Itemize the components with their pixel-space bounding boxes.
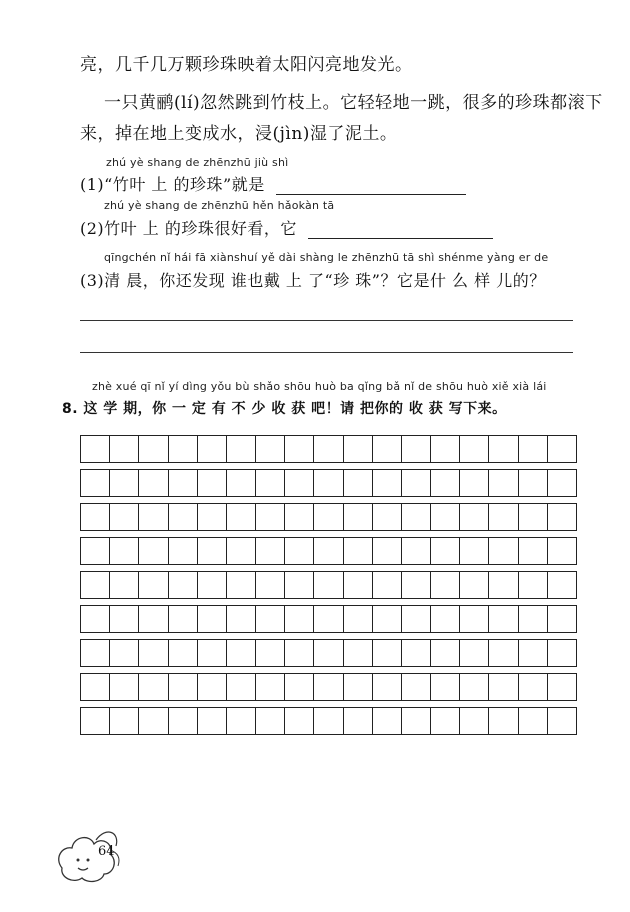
grid-cell[interactable] bbox=[548, 708, 576, 734]
grid-cell[interactable] bbox=[548, 504, 576, 530]
grid-cell[interactable] bbox=[198, 606, 227, 632]
passage-line-1: 亮，几千几万颗珍珠映着太阳闪亮地发光。 bbox=[80, 55, 413, 75]
answer-blank-2[interactable] bbox=[308, 224, 493, 239]
grid-cell[interactable] bbox=[489, 708, 518, 734]
grid-cell[interactable] bbox=[198, 470, 227, 496]
grid-cell[interactable] bbox=[256, 674, 285, 700]
grid-cell[interactable] bbox=[373, 470, 402, 496]
grid-cell[interactable] bbox=[256, 470, 285, 496]
grid-cell[interactable] bbox=[139, 470, 168, 496]
grid-cell[interactable] bbox=[344, 640, 373, 666]
grid-row bbox=[80, 673, 577, 701]
grid-cell[interactable] bbox=[519, 640, 548, 666]
grid-cell[interactable] bbox=[314, 640, 343, 666]
question-1 bbox=[80, 172, 466, 195]
grid-cell[interactable] bbox=[373, 640, 402, 666]
grid-cell[interactable] bbox=[460, 504, 489, 530]
answer-blank-1[interactable] bbox=[276, 180, 466, 195]
grid-cell[interactable] bbox=[314, 436, 343, 462]
grid-cell[interactable] bbox=[431, 708, 460, 734]
grid-cell[interactable] bbox=[373, 572, 402, 598]
grid-cell[interactable] bbox=[227, 504, 256, 530]
grid-cell[interactable] bbox=[198, 538, 227, 564]
grid-cell[interactable] bbox=[402, 708, 431, 734]
grid-cell[interactable] bbox=[344, 436, 373, 462]
grid-cell[interactable] bbox=[139, 674, 168, 700]
grid-cell[interactable] bbox=[373, 708, 402, 734]
grid-cell[interactable] bbox=[460, 436, 489, 462]
grid-cell[interactable] bbox=[519, 572, 548, 598]
grid-cell[interactable] bbox=[81, 640, 110, 666]
grid-cell[interactable] bbox=[402, 640, 431, 666]
grid-cell[interactable] bbox=[110, 708, 139, 734]
grid-cell[interactable] bbox=[314, 572, 343, 598]
grid-cell[interactable] bbox=[110, 606, 139, 632]
question-2-pinyin: zhú yè shang de zhēnzhū hěn hǎokàn tā bbox=[104, 199, 335, 212]
grid-cell[interactable] bbox=[110, 436, 139, 462]
grid-cell[interactable] bbox=[460, 640, 489, 666]
grid-cell[interactable] bbox=[314, 606, 343, 632]
grid-cell[interactable] bbox=[81, 708, 110, 734]
grid-cell[interactable] bbox=[460, 708, 489, 734]
grid-cell[interactable] bbox=[489, 436, 518, 462]
grid-cell[interactable] bbox=[227, 572, 256, 598]
grid-cell[interactable] bbox=[169, 470, 198, 496]
grid-cell[interactable] bbox=[256, 572, 285, 598]
grid-cell[interactable] bbox=[285, 674, 314, 700]
grid-cell[interactable] bbox=[285, 504, 314, 530]
grid-row bbox=[80, 469, 577, 497]
grid-cell[interactable] bbox=[285, 538, 314, 564]
grid-cell[interactable] bbox=[198, 708, 227, 734]
grid-cell[interactable] bbox=[344, 674, 373, 700]
grid-cell[interactable] bbox=[373, 606, 402, 632]
grid-cell[interactable] bbox=[431, 674, 460, 700]
grid-cell[interactable] bbox=[139, 538, 168, 564]
grid-cell[interactable] bbox=[169, 640, 198, 666]
grid-cell[interactable] bbox=[227, 436, 256, 462]
grid-cell[interactable] bbox=[285, 572, 314, 598]
grid-cell[interactable] bbox=[344, 606, 373, 632]
grid-cell[interactable] bbox=[489, 538, 518, 564]
passage-line-2: 一只黄鹂(lí)忽然跳到竹枝上。它轻轻地一跳，很多的珍珠都滚下 bbox=[104, 93, 603, 113]
grid-cell[interactable] bbox=[139, 606, 168, 632]
grid-cell[interactable] bbox=[227, 674, 256, 700]
grid-cell[interactable] bbox=[139, 504, 168, 530]
grid-cell[interactable] bbox=[548, 606, 576, 632]
grid-cell[interactable] bbox=[110, 640, 139, 666]
grid-cell[interactable] bbox=[344, 470, 373, 496]
grid-cell[interactable] bbox=[169, 606, 198, 632]
grid-cell[interactable] bbox=[81, 606, 110, 632]
grid-cell[interactable] bbox=[81, 436, 110, 462]
grid-cell[interactable] bbox=[402, 674, 431, 700]
grid-cell[interactable] bbox=[314, 538, 343, 564]
section-8-pinyin: zhè xué qī nǐ yí dìng yǒu bù shǎo shōu huò ba qǐng bǎ nǐ de shōu huò xiě xià lái bbox=[92, 380, 547, 393]
grid-cell[interactable] bbox=[519, 674, 548, 700]
answer-line-3a[interactable] bbox=[80, 320, 573, 321]
question-1-text: (1)“竹叶 上 的珍珠”就是 bbox=[80, 175, 265, 194]
grid-cell[interactable] bbox=[81, 538, 110, 564]
grid-cell[interactable] bbox=[139, 640, 168, 666]
grid-cell[interactable] bbox=[431, 504, 460, 530]
grid-cell[interactable] bbox=[460, 674, 489, 700]
grid-cell[interactable] bbox=[285, 708, 314, 734]
grid-cell[interactable] bbox=[110, 470, 139, 496]
grid-cell[interactable] bbox=[548, 538, 576, 564]
grid-cell[interactable] bbox=[489, 606, 518, 632]
grid-cell[interactable] bbox=[169, 674, 198, 700]
grid-cell[interactable] bbox=[227, 538, 256, 564]
grid-cell[interactable] bbox=[548, 640, 576, 666]
grid-cell[interactable] bbox=[402, 606, 431, 632]
grid-cell[interactable] bbox=[489, 640, 518, 666]
grid-cell[interactable] bbox=[373, 436, 402, 462]
grid-cell[interactable] bbox=[110, 674, 139, 700]
grid-row bbox=[80, 571, 577, 599]
grid-cell[interactable] bbox=[256, 504, 285, 530]
grid-row bbox=[80, 503, 577, 531]
grid-cell[interactable] bbox=[227, 470, 256, 496]
grid-cell[interactable] bbox=[314, 674, 343, 700]
grid-cell[interactable] bbox=[344, 572, 373, 598]
grid-cell[interactable] bbox=[431, 572, 460, 598]
grid-cell[interactable] bbox=[110, 504, 139, 530]
grid-cell[interactable] bbox=[139, 572, 168, 598]
grid-cell[interactable] bbox=[402, 572, 431, 598]
grid-cell[interactable] bbox=[227, 606, 256, 632]
grid-cell[interactable] bbox=[548, 470, 576, 496]
grid-cell[interactable] bbox=[548, 436, 576, 462]
grid-cell[interactable] bbox=[169, 538, 198, 564]
grid-cell[interactable] bbox=[431, 470, 460, 496]
question-2-text: (2)竹叶 上 的珍珠很好看，它 bbox=[80, 219, 297, 238]
grid-cell[interactable] bbox=[256, 538, 285, 564]
grid-cell[interactable] bbox=[489, 470, 518, 496]
grid-cell[interactable] bbox=[81, 674, 110, 700]
grid-cell[interactable] bbox=[519, 470, 548, 496]
grid-cell[interactable] bbox=[169, 708, 198, 734]
grid-row bbox=[80, 707, 577, 735]
grid-cell[interactable] bbox=[373, 674, 402, 700]
question-3-text: (3)清 晨，你还发现 谁也戴 上 了“珍 珠”？它是什 么 样 儿的？ bbox=[80, 271, 546, 290]
grid-cell[interactable] bbox=[548, 674, 576, 700]
grid-cell[interactable] bbox=[431, 436, 460, 462]
page-number: 64 bbox=[98, 844, 115, 859]
grid-cell[interactable] bbox=[402, 504, 431, 530]
grid-cell[interactable] bbox=[431, 538, 460, 564]
grid-row bbox=[80, 537, 577, 565]
grid-cell[interactable] bbox=[460, 572, 489, 598]
grid-cell[interactable] bbox=[519, 504, 548, 530]
grid-cell[interactable] bbox=[256, 606, 285, 632]
grid-cell[interactable] bbox=[169, 572, 198, 598]
sheep-mascot-icon bbox=[52, 822, 127, 892]
question-2 bbox=[80, 216, 493, 239]
grid-cell[interactable] bbox=[431, 640, 460, 666]
grid-cell[interactable] bbox=[519, 538, 548, 564]
page-number-decoration bbox=[52, 822, 127, 892]
grid-cell[interactable] bbox=[81, 470, 110, 496]
grid-cell[interactable] bbox=[169, 436, 198, 462]
grid-cell[interactable] bbox=[110, 538, 139, 564]
grid-cell[interactable] bbox=[373, 504, 402, 530]
grid-cell[interactable] bbox=[198, 504, 227, 530]
grid-cell[interactable] bbox=[344, 504, 373, 530]
grid-cell[interactable] bbox=[285, 436, 314, 462]
grid-row bbox=[80, 605, 577, 633]
grid-cell[interactable] bbox=[460, 470, 489, 496]
grid-cell[interactable] bbox=[460, 606, 489, 632]
grid-cell[interactable] bbox=[314, 708, 343, 734]
grid-cell[interactable] bbox=[548, 572, 576, 598]
grid-cell[interactable] bbox=[285, 470, 314, 496]
grid-cell[interactable] bbox=[344, 538, 373, 564]
grid-cell[interactable] bbox=[81, 504, 110, 530]
grid-cell[interactable] bbox=[519, 436, 548, 462]
answer-line-3b[interactable] bbox=[80, 352, 573, 353]
grid-cell[interactable] bbox=[402, 538, 431, 564]
grid-cell[interactable] bbox=[344, 708, 373, 734]
grid-cell[interactable] bbox=[227, 640, 256, 666]
question-3-pinyin: qīngchén nǐ hái fā xiànshuí yě dài shàng le zhēnzhū tā shì shénme yàng er de bbox=[104, 251, 549, 264]
grid-cell[interactable] bbox=[489, 572, 518, 598]
grid-cell[interactable] bbox=[110, 572, 139, 598]
grid-cell[interactable] bbox=[139, 436, 168, 462]
grid-cell[interactable] bbox=[285, 606, 314, 632]
grid-cell[interactable] bbox=[519, 708, 548, 734]
grid-cell[interactable] bbox=[489, 504, 518, 530]
grid-cell[interactable] bbox=[198, 674, 227, 700]
grid-cell[interactable] bbox=[519, 606, 548, 632]
grid-cell[interactable] bbox=[256, 708, 285, 734]
grid-cell[interactable] bbox=[373, 538, 402, 564]
grid-cell[interactable] bbox=[198, 572, 227, 598]
question-1-pinyin: zhú yè shang de zhēnzhū jiù shì bbox=[106, 156, 289, 169]
grid-cell[interactable] bbox=[198, 436, 227, 462]
grid-row bbox=[80, 435, 577, 463]
grid-cell[interactable] bbox=[431, 606, 460, 632]
grid-cell[interactable] bbox=[489, 674, 518, 700]
grid-cell[interactable] bbox=[169, 504, 198, 530]
grid-cell[interactable] bbox=[314, 470, 343, 496]
grid-row bbox=[80, 639, 577, 667]
section-8-prompt: 8. 这 学 期，你 一 定 有 不 少 收 获 吧！请 把你的 收 获 写下来。 bbox=[62, 401, 507, 417]
grid-cell[interactable] bbox=[285, 640, 314, 666]
grid-cell[interactable] bbox=[198, 640, 227, 666]
writing-grid[interactable] bbox=[80, 435, 577, 745]
grid-cell[interactable] bbox=[227, 708, 256, 734]
passage-line-3: 来，掉在地上变成水，浸(jìn)湿了泥土。 bbox=[80, 124, 398, 144]
grid-cell[interactable] bbox=[460, 538, 489, 564]
grid-cell[interactable] bbox=[402, 436, 431, 462]
grid-cell[interactable] bbox=[81, 572, 110, 598]
grid-cell[interactable] bbox=[256, 436, 285, 462]
grid-cell[interactable] bbox=[139, 708, 168, 734]
grid-cell[interactable] bbox=[402, 470, 431, 496]
grid-cell[interactable] bbox=[256, 640, 285, 666]
grid-cell[interactable] bbox=[314, 504, 343, 530]
